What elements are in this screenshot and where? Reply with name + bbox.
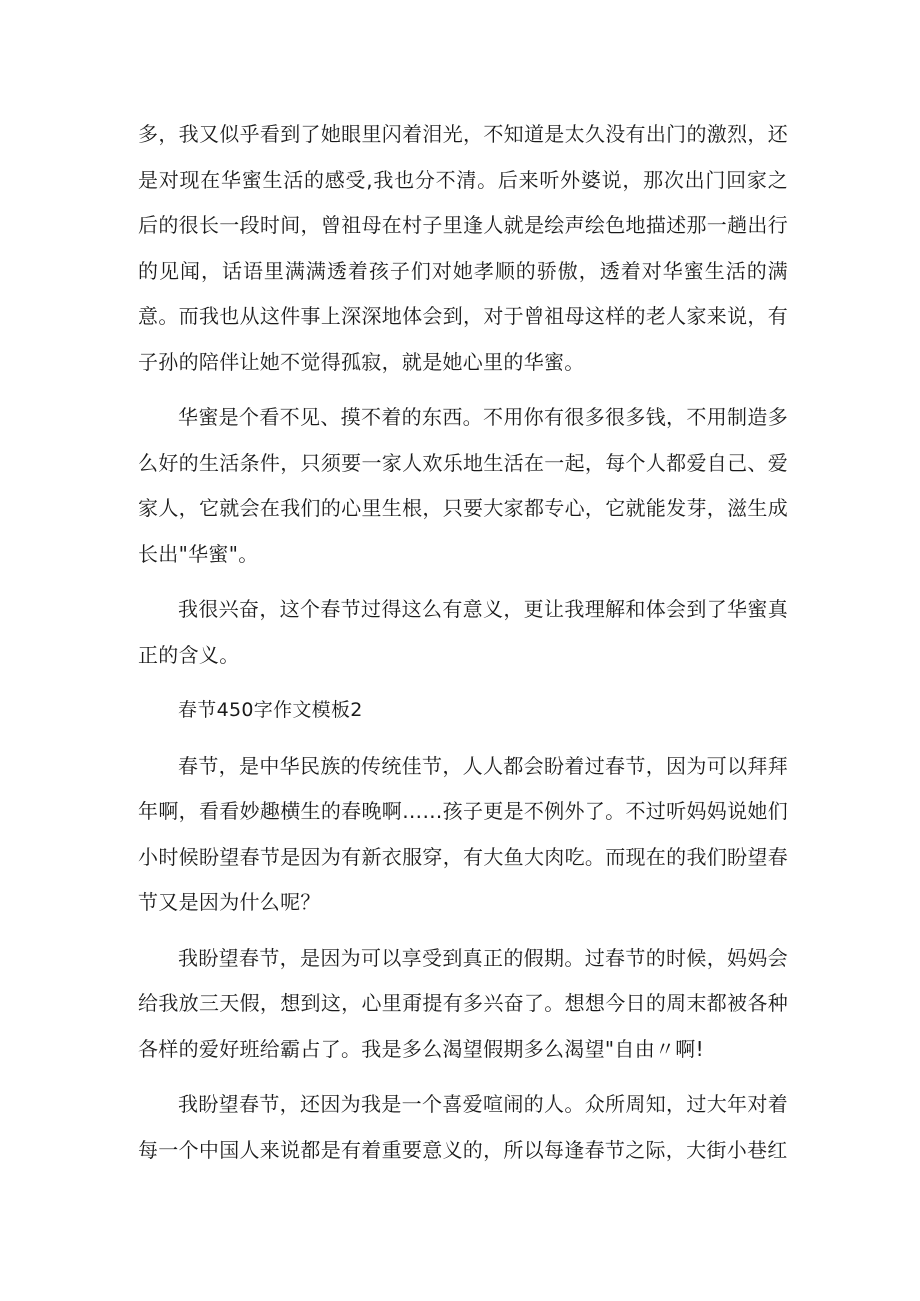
- paragraph: 华蜜是个看不见、摸不着的东西。不用你有很多很多钱，不用制造多么好的生活条件，只须要一家人欢乐地生活在一起，每个人都爱自己、爱家人，它就会在我们的心里生根，只要大家都专心，它就能发芽，滋生成长出"华蜜"。: [138, 405, 788, 566]
- paragraph: 我盼望春节，还因为我是一个喜爱喧闹的人。众所周知，过大年对着每一个中国人来说都是有着重要意义的，所以每逢春节之际，大街小巷红: [138, 1092, 788, 1162]
- paragraph: 春节，是中华民族的传统佳节，人人都会盼着过春节，因为可以拜拜年啊，看看妙趣横生的春晚啊……孩子更是不例外了。不过听妈妈说她们小时候盼望春节是因为有新衣服穿，有大鱼大肉吃。而现在的我们盼望春节又是因为什么呢？: [138, 753, 788, 914]
- paragraph-continued: 多，我又似乎看到了她眼里闪着泪光，不知道是太久没有出门的激烈，还是对现在华蜜生活的感受,我也分不清。后来听外婆说，那次出门回家之后的很长一段时间，曾祖母在村子里逢人就是绘声绘色地描述那一趟出行的见闻，话语里满满透着孩子们对她孝顺的骄傲，透着对华蜜生活的满意。而我也从这件事上深深地体会到，对于曾祖母这样的老人家来说，有子孙的陪伴让她不觉得孤寂，就是她心里的华蜜。: [138, 122, 788, 374]
- document-page: [138, 112, 788, 1183]
- paragraph: 我盼望春节，是因为可以享受到真正的假期。过春节的时候，妈妈会给我放三天假，想到这，心里甭提有多兴奋了。想想今日的周末都被各种各样的爱好班给霸占了。我是多么渴望假期多么渴望"自由〃啊!: [138, 945, 788, 1061]
- section-title: 春节450字作文模板2: [178, 699, 363, 721]
- paragraph: 我很兴奋，这个春节过得这么有意义，更让我理解和体会到了华蜜真正的含义。: [138, 597, 788, 667]
